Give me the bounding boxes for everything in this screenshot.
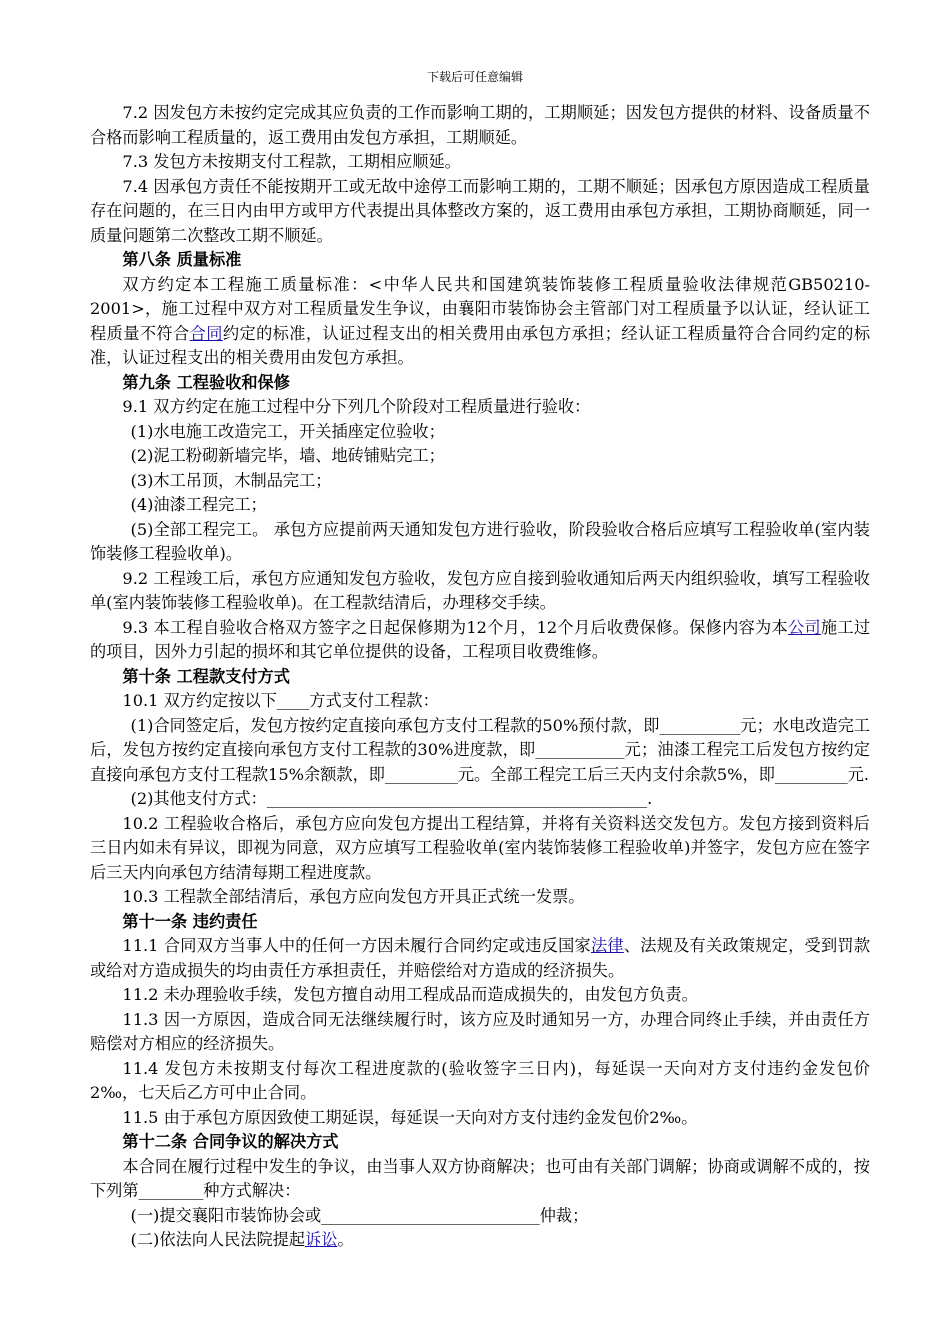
text-segment: (二)依法向人民法院提起 [130,1230,306,1249]
list-item [90,714,870,788]
paragraph [90,1106,870,1131]
text-segment: (1)水电施工改造完工，开关插座定位验收； [130,421,445,441]
paragraph [90,885,870,910]
text-segment: 第十条 工程款支付方式 [122,666,290,686]
list-item [90,420,870,445]
inline-link[interactable]: 法律 [590,936,624,955]
paragraph [90,273,870,371]
text-segment: 7.4 因承包方责任不能按期开工或无故中途停工而影响工期的，工期不顺延；因承包方原因造成工程质量存在问题的，在三日内由甲方或甲方代表提出具体整改方案的，返工费用由承包方承担，工期协商顺延，同一质量问题第二次整改工期不顺延。 [90,176,870,245]
paragraph [90,1155,870,1204]
text-segment: (3)木工吊顶，木制品完工； [130,470,332,490]
section-heading [90,371,870,396]
paragraph [90,983,870,1008]
text-segment: (2)泥工粉砌新墙完毕，墙、地砖铺贴完工； [130,446,445,465]
text-segment: 11.5 由于承包方原因致使工期延误，每延误一天向对方支付违约金发包价2‰。 [122,1107,698,1127]
section-heading [90,1130,870,1155]
text-segment: 施工过的项目，因外力引起的损坏和其它单位提供的设备，工程项目收费维修。 [90,617,871,661]
text-segment: 10.2 工程验收合格后，承包方应向发包方提出工程结算，并将有关资料送交发包方。发包方接到资料后三日内如未有异议，即视为同意，双方应填写工程验收单(室内装饰装修工程验收单)并签字，发包方应在签字后三天内向承包方结清每期工程进度款。 [90,813,870,882]
text-segment: 11.3 因一方原因，造成合同无法继续履行时，该方应及时通知另一方，办理合同终止手续，并由责任方赔偿对方相应的经济损失。 [90,1009,870,1053]
paragraph [90,1057,870,1106]
text-segment: 。 [337,1230,354,1249]
text-segment: 9.3 本工程自验收合格双方签字之日起保修期为12个月，12个月后收费保修。保修内容为本 [122,617,788,637]
list-item [90,493,870,518]
inline-link[interactable]: 诉讼 [305,1230,338,1249]
text-segment: 9.1 双方约定在施工过程中分下列几个阶段对工程质量进行验收： [122,397,591,416]
text-segment: 10.1 双方约定按以下____方式支付工程款： [122,691,439,710]
section-heading [90,248,870,273]
paragraph [90,934,870,983]
section-heading [90,910,870,935]
list-item [90,1204,870,1229]
text-segment: 第十二条 合同争议的解决方式 [122,1132,339,1151]
document-body [90,101,870,1253]
list-item [90,469,870,494]
text-segment: (1)合同签定后，发包方按约定直接向承包方支付工程款的50%预付款，即__________元；水电改造完工后，发包方按约定直接向承包方支付工程款的30%进度款，即___________元；油漆工程完工后发包方按约定直接向承包方支付工程款15%余额款，即_________元。全部工程完工后三天内支付余款5%，即_________元. [90,715,870,784]
text-segment: 第九条 工程验收和保修 [122,372,290,392]
paragraph [90,812,870,886]
text-segment: 第十一条 违约责任 [122,911,258,931]
text-segment: (2)其他支付方式：_______________________________________________. [130,789,653,808]
text-segment: 本合同在履行过程中发生的争议，由当事人双方协商解决；也可由有关部门调解；协商或调解不成的，按下列第________种方式解决： [90,1156,870,1200]
paragraph [90,689,870,714]
paragraph [90,567,870,616]
list-item [90,444,870,469]
list-item [90,787,870,812]
text-segment: 11.1 合同双方当事人中的任何一方因未履行合同约定或违反国家 [122,936,591,955]
inline-link[interactable]: 合同 [189,323,223,343]
section-heading [90,665,870,690]
paragraph [90,175,870,249]
inline-link[interactable]: 公司 [787,617,821,637]
page-header: 下载后可任意编辑 [426,70,523,84]
paragraph [90,150,870,175]
text-segment: 双方约定本工程施工质量标准：<中华人民共和国建筑装饰装修工程质量验收法律规范GB50210-2001>，施工过程中双方对工程质量发生争议，由襄阳市装饰协会主管部门对工程质量予以认证，经认证工程质量不符合 [90,274,870,343]
text-segment: (5)全部工程完工。 承包方应提前两天通知发包方进行验收，阶段验收合格后应填写工程验收单(室内装饰装修工程验收单)。 [90,519,870,563]
text-segment: 第八条 质量标准 [122,250,242,269]
text-segment: 7.2 因发包方未按约定完成其应负责的工作而影响工期的，工期顺延；因发包方提供的材料、设备质量不合格而影响工程质量的，返工费用由发包方承担，工期顺延。 [90,103,870,147]
paragraph [90,616,870,665]
text-segment: 约定的标准，认证过程支出的相关费用由承包方承担；经认证工程质量符合合同约定的标准，认证过程支出的相关费用由发包方承担。 [90,323,871,367]
text-segment: 9.2 工程竣工后，承包方应通知发包方验收，发包方应自接到验收通知后两天内组织验收，填写工程验收单(室内装饰装修工程验收单)。在工程款结清后，办理移交手续。 [90,568,870,612]
text-segment: 11.2 未办理验收手续，发包方擅自动用工程成品而造成损失的，由发包方负责。 [122,985,698,1004]
paragraph [90,101,870,150]
text-segment: (一)提交襄阳市装饰协会或___________________________仲裁； [130,1205,589,1225]
text-segment: 11.4 发包方未按期支付每次工程进度款的(验收签字三日内)，每延误一天向对方支付违约金发包价2‰，七天后乙方可中止合同。 [90,1058,870,1102]
text-segment: 7.3 发包方未按期支付工程款，工期相应顺延。 [122,152,461,171]
text-segment: (4)油漆工程完工； [130,495,267,514]
text-segment: 、法规及有关政策规定，受到罚款或给对方造成损失的均由责任方承担责任，并赔偿给对方造成的经济损失。 [90,936,871,980]
text-segment: 10.3 工程款全部结清后，承包方应向发包方开具正式统一发票。 [122,887,585,906]
paragraph [90,395,870,420]
paragraph [90,1008,870,1057]
list-item [90,1228,870,1253]
list-item [90,518,870,567]
